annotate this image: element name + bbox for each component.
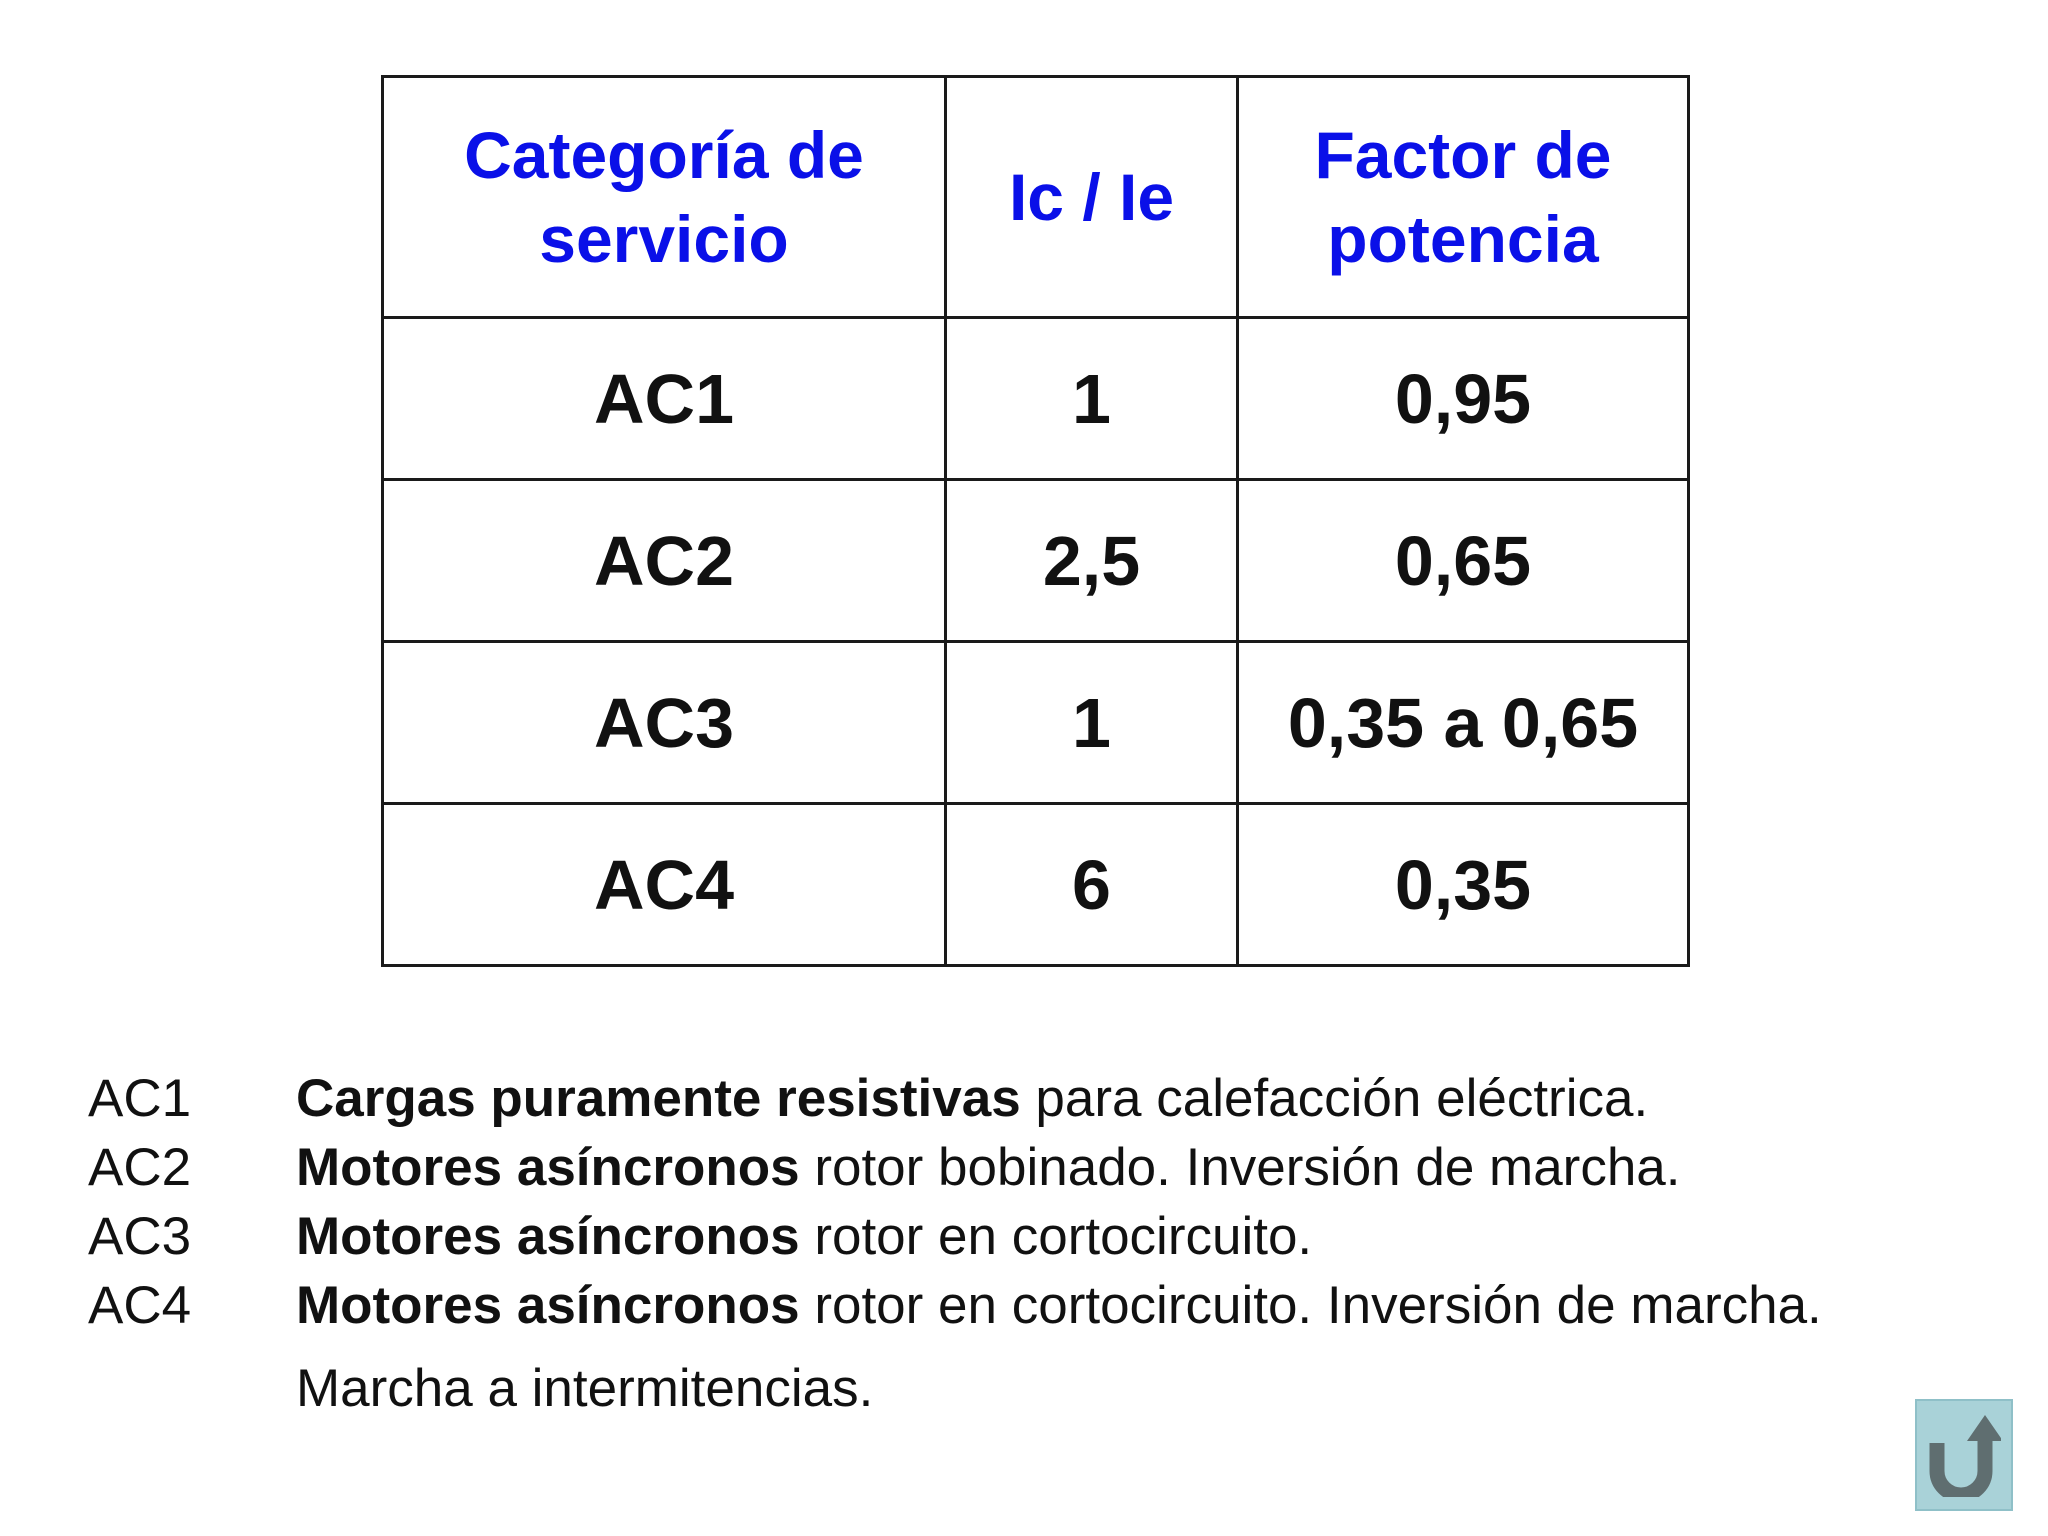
service-category-table xyxy=(381,75,1690,967)
table-row xyxy=(383,642,1689,804)
cell-power-factor: 0,95 xyxy=(1238,318,1689,480)
table-header-row xyxy=(383,77,1689,318)
table-row xyxy=(383,804,1689,966)
legend-item xyxy=(88,1133,1988,1202)
table-row xyxy=(383,480,1689,642)
cell-power-factor: 0,35 xyxy=(1238,804,1689,966)
header-current-ratio: Ic / Ie xyxy=(946,77,1238,318)
cell-ratio: 1 xyxy=(946,318,1238,480)
legend-item xyxy=(88,1202,1988,1271)
legend-extra-line: Marcha a intermitencias. xyxy=(296,1359,874,1418)
cell-power-factor: 0,35 a 0,65 xyxy=(1238,642,1689,804)
category-legend xyxy=(88,1064,1988,1418)
header-category: Categoría de servicio xyxy=(383,77,946,318)
cell-category: AC3 xyxy=(383,642,946,804)
table-row xyxy=(383,318,1689,480)
cell-category: AC1 xyxy=(383,318,946,480)
cell-power-factor: 0,65 xyxy=(1238,480,1689,642)
legend-code: AC2 xyxy=(88,1138,192,1197)
legend-item xyxy=(88,1271,1988,1340)
legend-description: Cargas puramente resistivas para calefacción eléctrica. xyxy=(296,1069,1649,1128)
legend-code: AC4 xyxy=(88,1276,192,1335)
cell-category: AC2 xyxy=(383,480,946,642)
header-power-factor: Factor de potencia xyxy=(1238,77,1689,318)
return-arrow-icon xyxy=(1927,1413,2001,1497)
legend-code: AC1 xyxy=(88,1069,192,1128)
legend-item xyxy=(88,1064,1988,1133)
cell-ratio: 2,5 xyxy=(946,480,1238,642)
back-button[interactable] xyxy=(1915,1399,2013,1511)
cell-ratio: 1 xyxy=(946,642,1238,804)
legend-description: Motores asíncronos rotor en cortocircuito. xyxy=(296,1207,1313,1266)
legend-code: AC3 xyxy=(88,1207,192,1266)
cell-ratio: 6 xyxy=(946,804,1238,966)
legend-description: Motores asíncronos rotor en cortocircuito. Inversión de marcha. xyxy=(296,1276,1822,1335)
legend-description: Motores asíncronos rotor bobinado. Inversión de marcha. xyxy=(296,1138,1681,1197)
cell-category: AC4 xyxy=(383,804,946,966)
